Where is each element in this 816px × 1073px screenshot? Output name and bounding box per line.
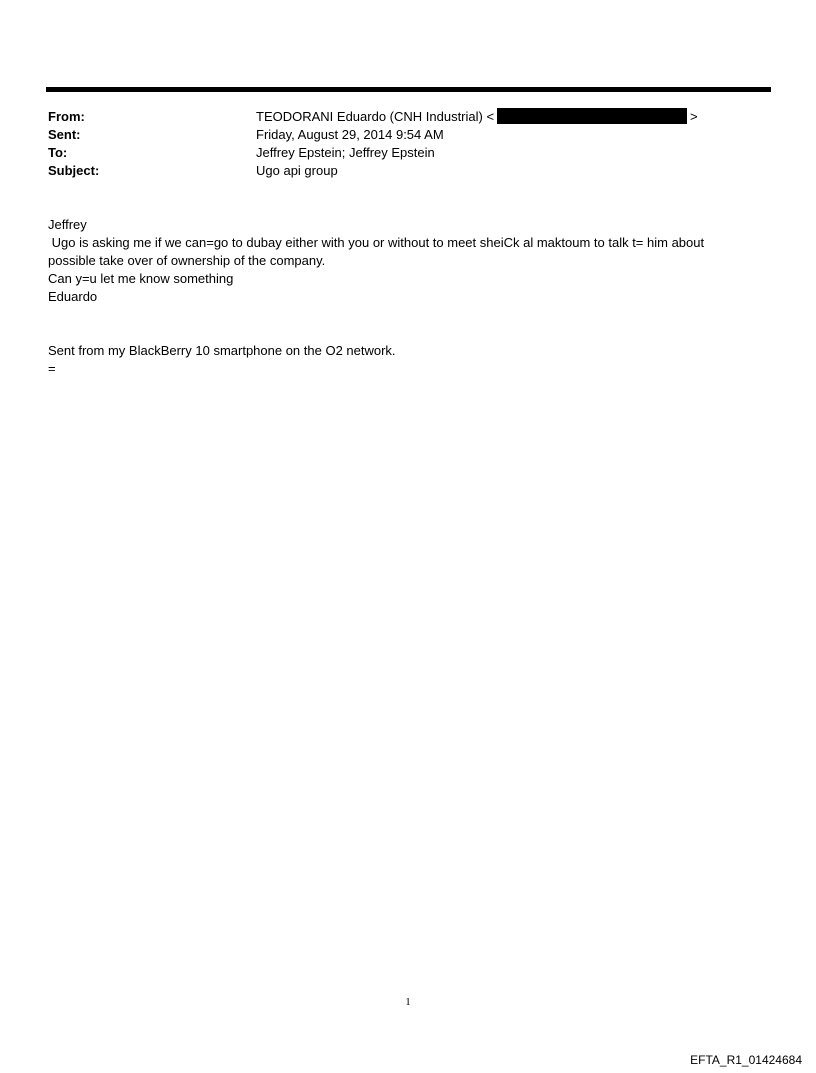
body-line: possible take over of ownership of the company. (48, 253, 326, 268)
from-bracket-close: > (690, 108, 698, 124)
sent-label: Sent: (48, 126, 81, 142)
sent-value: Friday, August 29, 2014 9:54 AM (256, 126, 444, 142)
from-value (256, 108, 698, 124)
page-number: 1 (405, 996, 411, 1008)
body-line: Can y=u let me know something (48, 271, 234, 286)
email-header (48, 107, 768, 179)
from-label: From: (48, 108, 85, 124)
header-row-subject (48, 161, 768, 179)
to-value: Jeffrey Epstein; Jeffrey Epstein (256, 144, 435, 160)
to-label: To: (48, 144, 68, 160)
subject-value: Ugo api group (256, 162, 338, 178)
body-line: Ugo is asking me if we can=go to dubay either with you or without to meet sheiCk al maktoum to talk t= him about (48, 235, 705, 250)
bates-number: EFTA_R1_01424684 (690, 1053, 802, 1067)
body-line: Jeffrey (48, 217, 87, 232)
header-divider-rule (46, 87, 771, 92)
header-row-to (48, 143, 768, 161)
from-sender-name: TEODORANI Eduardo (CNH Industrial) < (256, 108, 495, 124)
header-row-from (48, 107, 768, 125)
email-signature (48, 342, 768, 378)
header-row-sent (48, 125, 768, 143)
signature-line: Sent from my BlackBerry 10 smartphone on the O2 network. (48, 343, 396, 358)
subject-label: Subject: (48, 162, 100, 178)
redaction-block (497, 108, 687, 124)
signature-line: = (48, 361, 56, 376)
email-body (48, 216, 768, 306)
body-line: Eduardo (48, 289, 98, 304)
